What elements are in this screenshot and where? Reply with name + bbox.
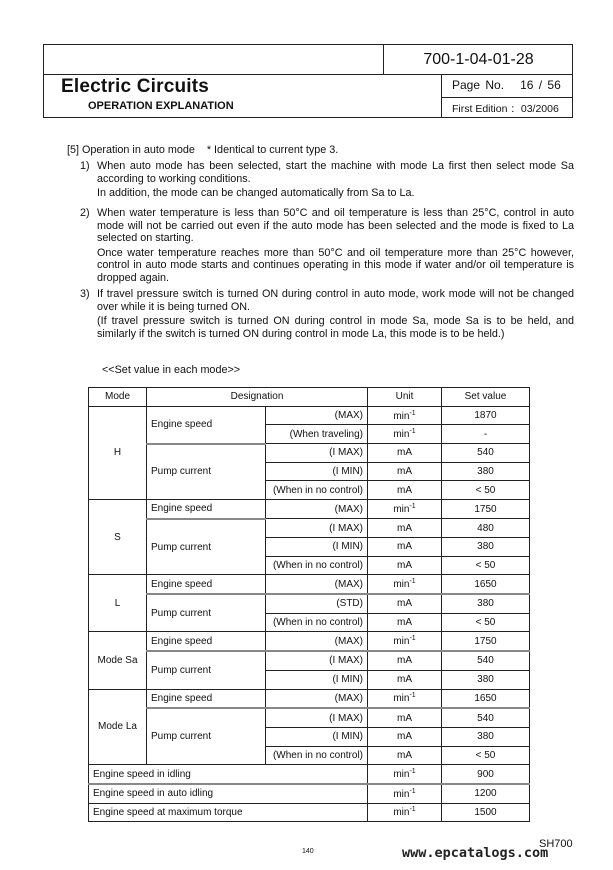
- item-number: 2): [80, 207, 90, 219]
- unit-cell: mA: [368, 556, 442, 575]
- table-header-row: [89, 388, 530, 407]
- table-row: [89, 708, 530, 727]
- page-number-field: [452, 78, 561, 92]
- value-cell: 380: [442, 727, 530, 746]
- designation-cell: Engine speed: [147, 500, 266, 519]
- mode-cell: L: [89, 575, 147, 632]
- unit-cell: $\min^{-1}$: [368, 406, 442, 425]
- unit-cell: $\min^{-1}$: [368, 784, 442, 803]
- divider: [441, 74, 442, 117]
- table-row: [89, 784, 530, 803]
- edition-value: ：03/2006: [510, 103, 559, 115]
- list-item: [80, 160, 574, 202]
- table-row: [89, 575, 530, 594]
- condition-cell: (I MIN): [266, 670, 368, 689]
- unit-cell: $\min^{-1}$: [368, 765, 442, 784]
- designation-cell: Pump current: [147, 594, 266, 632]
- condition-cell: (I MIN): [266, 538, 368, 557]
- unit-cell: mA: [368, 670, 442, 689]
- column-header: Mode: [89, 388, 147, 407]
- table-caption: <<Set value in each mode>>: [102, 364, 241, 376]
- unit-cell: mA: [368, 481, 442, 500]
- document-header: [43, 44, 573, 118]
- condition-cell: (I MAX): [266, 519, 368, 538]
- unit-cell: $\min^{-1}$: [368, 632, 442, 651]
- condition-cell: (I MAX): [266, 651, 368, 670]
- unit-cell: $\min^{-1}$: [368, 575, 442, 594]
- value-cell: 1650: [442, 689, 530, 708]
- divider: [441, 97, 572, 98]
- designation-cell: Engine speed: [147, 689, 266, 708]
- section-title: [5] Operation in auto mode: [67, 144, 195, 156]
- table-row: [89, 406, 530, 425]
- document-number: 700-1-04-01-28: [423, 51, 534, 68]
- paragraph: In addition, the mode can be changed automatically from Sa to La.: [97, 187, 415, 200]
- condition-cell: (I MIN): [266, 462, 368, 481]
- value-cell: 380: [442, 594, 530, 613]
- condition-cell: (MAX): [266, 406, 368, 425]
- value-cell: < 50: [442, 556, 530, 575]
- value-cell: 1650: [442, 575, 530, 594]
- model-label: SH700: [539, 838, 573, 850]
- edition-field: [452, 101, 559, 116]
- designation-cell: Engine speed at maximum torque: [89, 803, 368, 822]
- table-row: [89, 689, 530, 708]
- designation-cell: Engine speed: [147, 575, 266, 594]
- paragraph: Once water temperature reaches more than 50°C and oil temperature more than 25°C however, control in auto mode starts and continues operating in this mode if water and/or oil temperature is dropped again.: [97, 246, 574, 284]
- section-heading: [67, 144, 338, 157]
- page-subtitle: OPERATION EXPLANATION: [88, 100, 234, 112]
- condition-cell: (MAX): [266, 632, 368, 651]
- unit-cell: mA: [368, 651, 442, 670]
- value-cell: 540: [442, 444, 530, 463]
- column-header: Designation: [147, 388, 368, 407]
- unit-cell: mA: [368, 594, 442, 613]
- condition-cell: (When traveling): [266, 425, 368, 444]
- mode-cell: H: [89, 406, 147, 499]
- value-cell: < 50: [442, 746, 530, 765]
- paragraph: When water temperature is less than 50°C and oil temperature is less than 25°C, control in auto mode will not be carried out even if the auto mode has been selected and the mode is fixed to La selected on starting.: [97, 207, 574, 245]
- unit-cell: mA: [368, 708, 442, 727]
- column-header: Set value: [442, 388, 530, 407]
- list-item: [80, 288, 574, 342]
- condition-cell: (I MIN): [266, 727, 368, 746]
- divider: [44, 74, 572, 75]
- unit-cell: $\min^{-1}$: [368, 425, 442, 444]
- unit-cell: $\min^{-1}$: [368, 803, 442, 822]
- paragraph: If travel pressure switch is turned ON during control in auto mode, work mode will not be changed over while it is being turned ON.: [97, 288, 574, 313]
- value-cell: 480: [442, 519, 530, 538]
- value-cell: 1200: [442, 784, 530, 803]
- table-row: [89, 765, 530, 784]
- value-cell: 380: [442, 538, 530, 557]
- paragraph: (If travel pressure switch is turned ON during control in mode Sa, mode Sa is to be held, and similarly if the switch is turned ON during control in mode La, this mode is to be held.): [97, 315, 574, 340]
- unit-cell: mA: [368, 613, 442, 632]
- designation-cell: Engine speed: [147, 406, 266, 443]
- designation-cell: Pump current: [147, 651, 266, 689]
- condition-cell: (When in no control): [266, 481, 368, 500]
- condition-cell: (MAX): [266, 689, 368, 708]
- mode-cell: Mode La: [89, 689, 147, 765]
- value-cell: 1750: [442, 632, 530, 651]
- designation-cell: Engine speed: [147, 632, 266, 651]
- value-cell: 380: [442, 462, 530, 481]
- set-value-table: [88, 387, 530, 822]
- designation-cell: Engine speed in auto idling: [89, 784, 368, 803]
- value-cell: 900: [442, 765, 530, 784]
- section-note: * Identical to current type 3.: [206, 144, 339, 156]
- condition-cell: (MAX): [266, 500, 368, 519]
- item-number: 3): [80, 288, 90, 300]
- edition-label: First Edition: [452, 103, 508, 115]
- designation-cell: Pump current: [147, 708, 266, 765]
- table-row: [89, 594, 530, 613]
- unit-cell: mA: [368, 538, 442, 557]
- unit-cell: mA: [368, 462, 442, 481]
- mode-cell: S: [89, 500, 147, 575]
- unit-cell: mA: [368, 746, 442, 765]
- unit-cell: mA: [368, 444, 442, 463]
- value-cell: < 50: [442, 481, 530, 500]
- value-cell: 1870: [442, 406, 530, 425]
- unit-cell: mA: [368, 519, 442, 538]
- condition-cell: (STD): [266, 594, 368, 613]
- value-cell: 540: [442, 708, 530, 727]
- value-cell: 540: [442, 651, 530, 670]
- page-title: Electric Circuits: [61, 76, 210, 97]
- condition-cell: (When in no control): [266, 556, 368, 575]
- page-number-value: 16 / 56: [520, 78, 561, 92]
- table-row: [89, 444, 530, 463]
- table-row: [89, 803, 530, 822]
- list-item: [80, 207, 574, 287]
- condition-cell: (When in no control): [266, 746, 368, 765]
- value-cell: -: [442, 425, 530, 444]
- designation-cell: Pump current: [147, 444, 266, 500]
- paragraph: When auto mode has been selected, start the machine with mode La first then select mode Sa according to working conditions.: [97, 160, 574, 185]
- table-row: [89, 500, 530, 519]
- value-cell: 1750: [442, 500, 530, 519]
- column-header: Unit: [368, 388, 442, 407]
- condition-cell: (I MAX): [266, 444, 368, 463]
- condition-cell: (MAX): [266, 575, 368, 594]
- watermark-link[interactable]: www.epcatalogs.com: [402, 845, 549, 861]
- mode-cell: Mode Sa: [89, 632, 147, 689]
- condition-cell: (When in no control): [266, 613, 368, 632]
- unit-cell: mA: [368, 727, 442, 746]
- page-number-label: Page No.: [452, 78, 505, 92]
- page-footer-number: 140: [302, 848, 314, 855]
- designation-cell: Pump current: [147, 519, 266, 575]
- value-cell: 1500: [442, 803, 530, 822]
- item-number: 1): [80, 160, 90, 172]
- table-row: [89, 519, 530, 538]
- designation-cell: Engine speed in idling: [89, 765, 368, 784]
- value-cell: 380: [442, 670, 530, 689]
- table-row: [89, 651, 530, 670]
- unit-cell: $\min^{-1}$: [368, 689, 442, 708]
- value-cell: < 50: [442, 613, 530, 632]
- unit-cell: $\min^{-1}$: [368, 500, 442, 519]
- table-row: [89, 632, 530, 651]
- condition-cell: (I MAX): [266, 708, 368, 727]
